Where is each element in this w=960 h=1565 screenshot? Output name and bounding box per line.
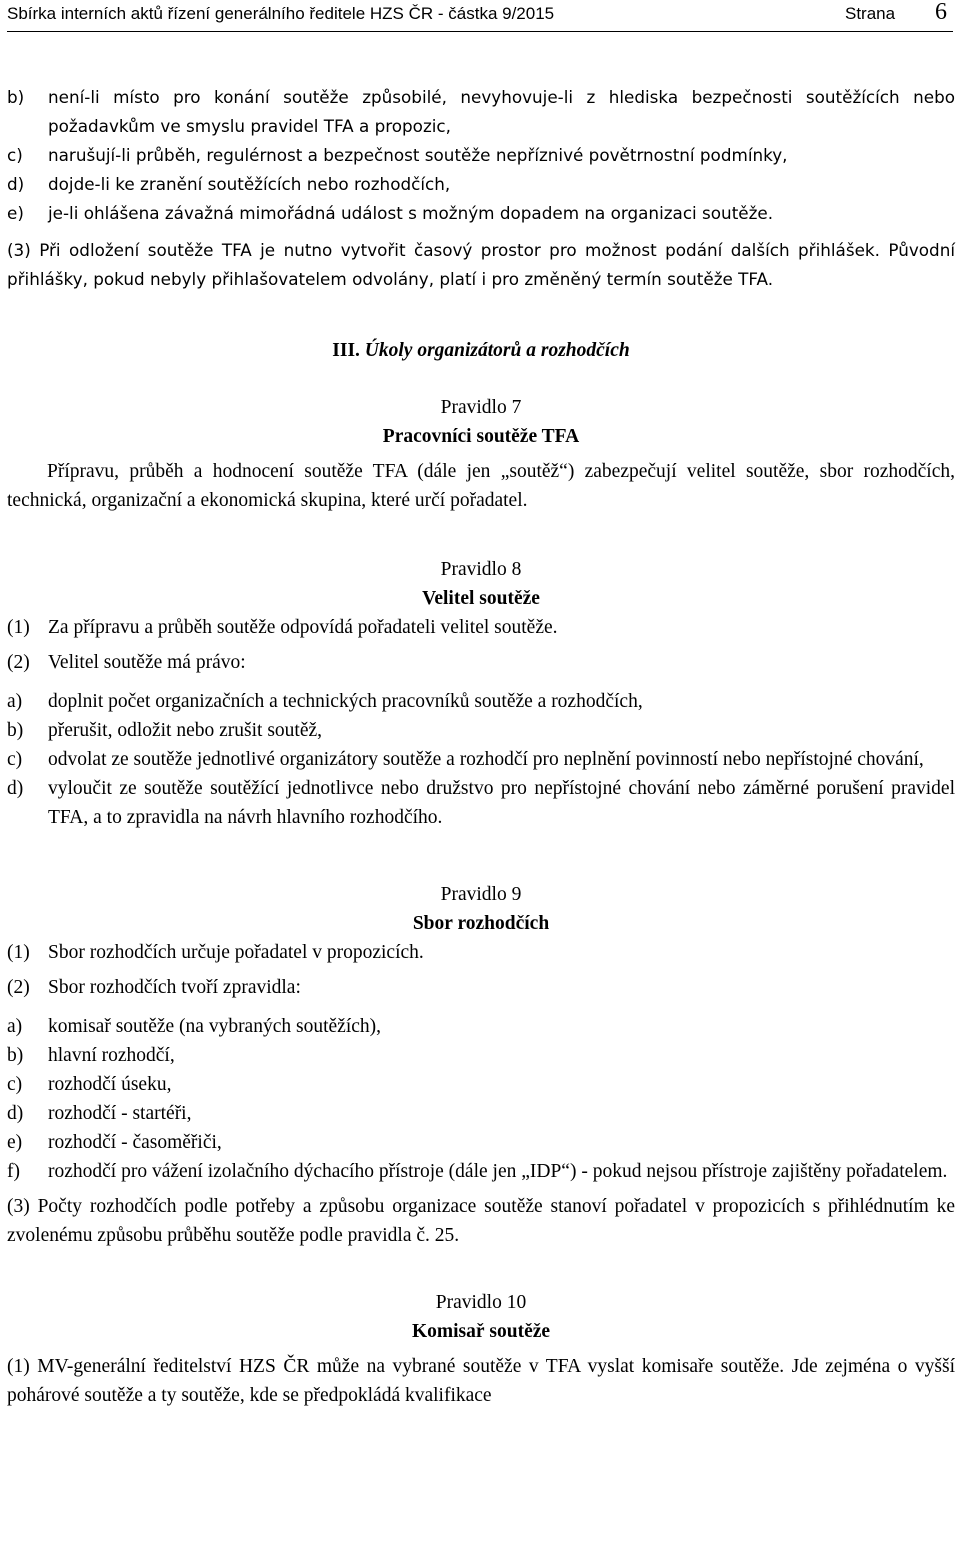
list-item: c) narušují-li průběh, regulérnost a bezpečnost soutěže nepříznivé povětrnostní podmínky,: [7, 145, 788, 165]
rule-10-title: Komisař soutěže: [411, 1321, 551, 1342]
document-title: Sbírka interních aktů řízení generálního ředitele HZS ČR - částka 9/2015: [7, 4, 555, 23]
page-header: [7, 0, 953, 30]
list-item: a) komisař soutěže (na vybraných soutěžích),: [7, 1016, 382, 1037]
rule-10-paragraph-1: (1) MV-generální ředitelství HZS ČR může na vybrané soutěže v TFA vyslat komisaře soutěže. Jde zejména o vyšší pohárové soutěže a ty soutěže, kde se předpokládá kvalifikace: [7, 1356, 955, 1406]
list-item: c) rozhodčí úseku,: [7, 1074, 172, 1095]
rule-8-label: Pravidlo 8: [440, 559, 522, 580]
rule-7-title: Pracovníci soutěže TFA: [382, 426, 580, 447]
section-heading: [7, 336, 955, 365]
rule-9-members-list: [7, 1012, 955, 1186]
conditions-list: [7, 83, 955, 228]
list-item: e) rozhodčí - časoměřiči,: [7, 1132, 222, 1153]
rule-9-title: Sbor rozhodčích: [412, 913, 550, 934]
list-item: b) hlavní rozhodčí,: [7, 1045, 175, 1066]
list-item: a) doplnit počet organizačních a technických pracovníků soutěže a rozhodčích,: [7, 691, 643, 712]
list-item: f) rozhodčí pro vážení izolačního dýchacího přístroje (dále jen „IDP“) - pokud nejsou přístroje zajištěny pořadatelem.: [7, 1161, 948, 1182]
list-item: b) není-li místo pro konání soutěže způsobilé, nevyhovuje-li z hlediska bezpečnosti soutěžících nebo požadavkům ve smyslu pravidel TFA a propozic,: [7, 87, 955, 136]
rule-8-paragraph-1: (1) Za přípravu a průběh soutěže odpovídá pořadateli velitel soutěže.: [7, 617, 558, 638]
rule-9-label: Pravidlo 9: [440, 884, 522, 905]
list-item: e) je-li ohlášena závažná mimořádná událost s možným dopadem na organizaci soutěže.: [7, 203, 774, 223]
list-item: b) přerušit, odložit nebo zrušit soutěž,: [7, 720, 323, 741]
document-body: [7, 83, 955, 1410]
page-label: Strana: [845, 4, 896, 23]
rule-8-rights-list: [7, 687, 955, 832]
list-item: d) dojde-li ke zranění soutěžících nebo rozhodčích,: [7, 174, 451, 194]
header-divider: [7, 31, 953, 32]
rule-9-paragraph-2: (2) Sbor rozhodčích tvoří zpravidla:: [7, 977, 301, 998]
rule-9-paragraph-3: (3) Počty rozhodčích podle potřeby a způsobu organizace soutěže stanoví pořadatel v propozicích s přihlédnutím ke zvolenému způsobu průběhu soutěže podle pravidla č. 25.: [7, 1196, 955, 1246]
section-number: III.: [332, 340, 360, 361]
rule-8-paragraph-2: (2) Velitel soutěže má právo:: [7, 652, 246, 673]
list-item: d) rozhodčí - startéři,: [7, 1103, 192, 1124]
list-item: c) odvolat ze soutěže jednotlivé organizátory soutěže a rozhodčí pro neplnění povinností nebo nepřístojné chování,: [7, 749, 924, 770]
paragraph-3: (3) Při odložení soutěže TFA je nutno vytvořit časový prostor pro možnost podání dalších přihlášek. Původní přihlášky, pokud nebyly přihlašovatelem odvolány, platí i pro změněný termín soutěže TFA.: [7, 240, 955, 289]
list-item: d) vyloučit ze soutěže soutěžící jednotlivce nebo družstvo pro nepřístojné chování nebo záměrné porušení pravidel TFA, a to zpravidla na návrh hlavního rozhodčího.: [7, 778, 955, 828]
rule-10-label: Pravidlo 10: [435, 1292, 527, 1313]
rule-7-text: Přípravu, průběh a hodnocení soutěže TFA (dále jen „soutěž“) zabezpečují velitel soutěže, sbor rozhodčích, technická, organizační a ekonomická skupina, které určí pořadatel.: [7, 461, 955, 511]
rule-7-label: Pravidlo 7: [440, 397, 522, 418]
rule-9-paragraph-1: (1) Sbor rozhodčích určuje pořadatel v propozicích.: [7, 942, 424, 963]
page-number: 6: [935, 0, 947, 25]
rule-8-title: Velitel soutěže: [422, 588, 540, 609]
section-title: Úkoly organizátorů a rozhodčích: [364, 340, 630, 361]
